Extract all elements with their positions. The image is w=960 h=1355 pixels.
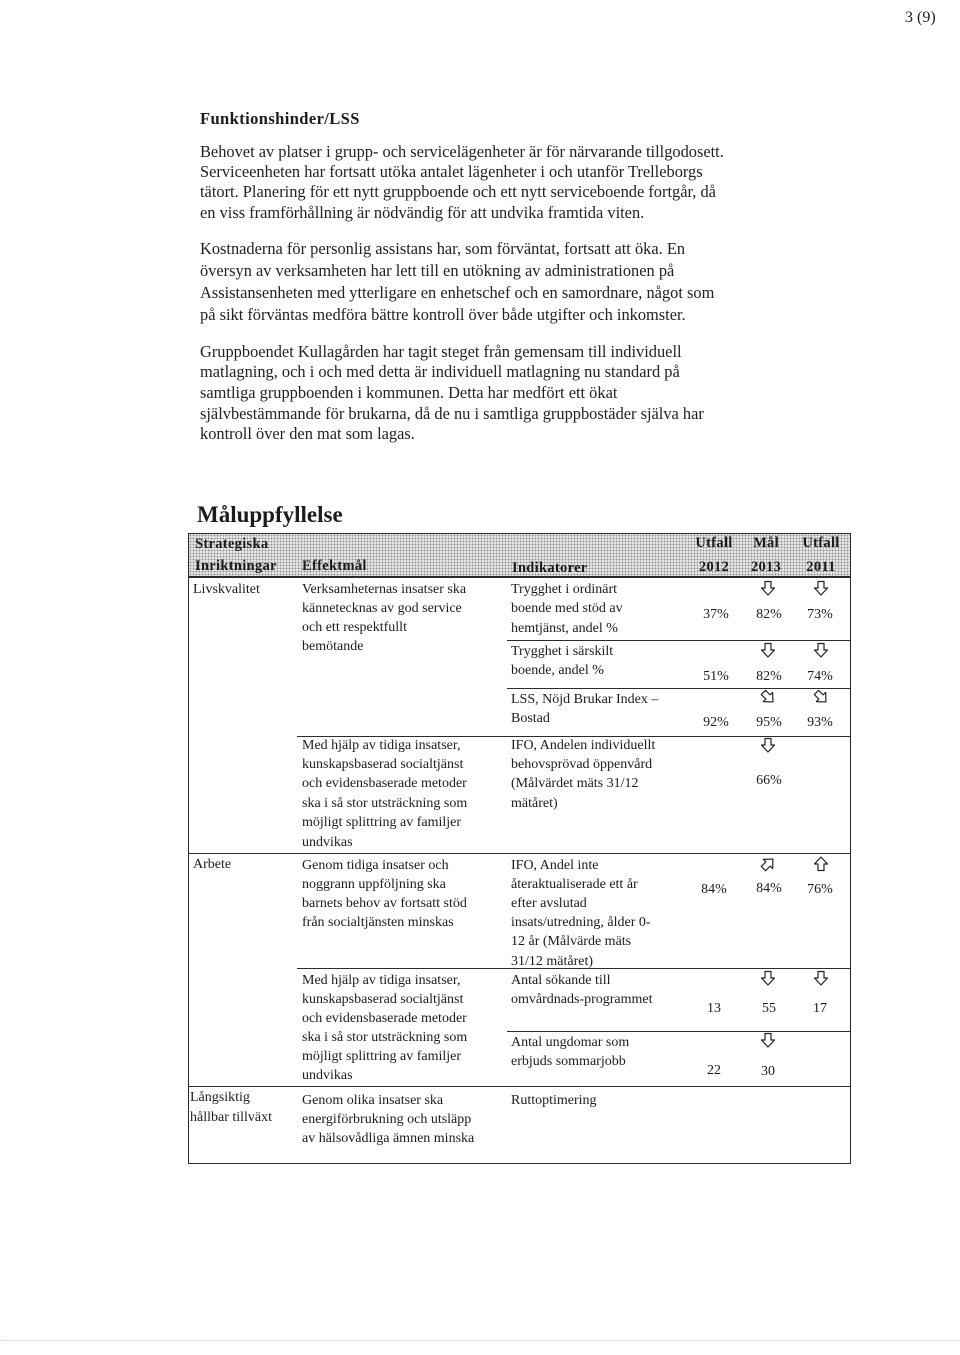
goal-2013-value: 66% (756, 772, 782, 788)
effect-goal-line: bemötande (302, 639, 364, 655)
effect-goal (302, 736, 467, 852)
effect-goal-line: noggrann uppföljning ska (302, 876, 446, 892)
paragraph-line: Behovet av platser i grupp- och servicelägenheter är för närvarande tillgodosett. (200, 141, 724, 161)
paragraph (200, 238, 714, 326)
indicator-line: mätåret) (511, 795, 558, 811)
outcome-2011-value: 73% (807, 606, 833, 622)
header-strategic (195, 533, 277, 577)
effect-goal-line: Genom tidiga insatser och (302, 857, 449, 873)
row-divider (188, 853, 851, 854)
table-border-bottom (188, 1163, 851, 1164)
table-border-right (850, 533, 851, 1164)
paragraph-line: en viss framförhållning är nödvändig för att undvika framtida viten. (200, 202, 645, 222)
effect-goal-line: undvikas (302, 834, 353, 850)
row-divider (188, 1086, 851, 1087)
header-outcome-2011 (795, 531, 847, 579)
indicator-line: Ruttoptimering (511, 1092, 597, 1108)
goals-heading: Måluppfyllelse (197, 502, 343, 527)
indicator-line: efter avslutad (511, 895, 587, 911)
page-number: 3 (9) (905, 9, 936, 26)
outcome-2011-value: 74% (807, 668, 833, 684)
goal-2013-value: 84% (756, 880, 782, 896)
effect-goal-line: kännetecknas av god service (302, 600, 462, 616)
header-line: 2012 (698, 559, 730, 575)
paragraph (200, 142, 724, 223)
effect-goal (302, 1091, 474, 1148)
area-label-line: Livskvalitet (193, 581, 260, 597)
header-effect-goal: Effektmål (302, 558, 367, 574)
area-label-line: hållbar tillväxt (190, 1110, 273, 1125)
effect-goal (302, 580, 466, 657)
goal-2013-value: 82% (756, 668, 782, 684)
indicator (511, 580, 623, 639)
paragraph-line: på sikt förväntas medföra bättre kontroll över både utgifter och inkomster. (200, 305, 686, 324)
effect-goal-line: Med hjälp av tidiga insatser, (302, 972, 461, 988)
outcome-2011-value: 17 (813, 1000, 827, 1016)
effect-goal-line: Verksamheternas insatser ska (302, 581, 467, 597)
paragraph-line: Gruppboendet Kullagården har tagit steget från gemensam till individuell (200, 341, 682, 361)
area-label-line: Arbete (193, 857, 232, 872)
effect-goal-line: möjligt splittring av familjer (302, 1048, 462, 1064)
section-heading: Funktionshinder/LSS (200, 109, 360, 128)
indicator (511, 971, 653, 1010)
indicator-line: omvårdnads-programmet (511, 992, 653, 1007)
effect-goal-line: och evidensbaserade metoder (302, 776, 467, 792)
effect-goal (302, 856, 467, 933)
indicator-line: behovsprövad öppenvård (511, 756, 653, 772)
outcome-2012-value: 37% (703, 606, 729, 622)
arrow-down-right-icon (757, 686, 780, 709)
arrow-down-icon (813, 580, 829, 596)
indicator-line: återaktualiserade ett år (511, 876, 638, 892)
paragraph-line: Assistansenheten med ytterligare en enhetschef och en samordnare, något som (200, 283, 715, 302)
effect-goal-line: energiförbrukning och utsläpp (302, 1111, 472, 1127)
arrow-down-icon (760, 737, 776, 753)
indicator-line: IFO, Andel inte (511, 857, 599, 873)
indicator-line: 31/12 mätåret) (511, 953, 594, 969)
table-border-left (188, 533, 189, 1164)
header-line: Utfall (802, 535, 840, 551)
indicator-line: LSS, Nöjd Brukar Index – (511, 691, 659, 707)
indicator-line: Antal sökande till (511, 972, 611, 988)
indicator-line: Bostad (511, 711, 550, 726)
header-line: Inriktningar (195, 558, 277, 574)
goal-2013-value: 82% (756, 606, 782, 622)
arrow-down-icon (760, 970, 776, 986)
indicator-line: IFO, Andelen individuellt (511, 737, 656, 753)
paragraph-line: matlagning, och i och med detta är individuell matlagning nu standard på (200, 362, 680, 382)
outcome-2011-value: 76% (807, 881, 833, 897)
outcome-2012-value: 22 (707, 1062, 721, 1078)
arrow-up-icon (813, 856, 829, 872)
outcome-2012-value: 13 (707, 1000, 721, 1016)
header-line: 2013 (750, 559, 782, 575)
indicator-line: hemtjänst, andel % (511, 620, 618, 636)
area-label (193, 855, 231, 874)
indicator-line: insats/utredning, ålder 0- (511, 915, 651, 931)
effect-goal-line: kunskapsbaserad socialtjänst (302, 756, 464, 772)
header-indicators: Indikatorer (512, 560, 588, 576)
effect-goal-line: och ett respektfullt (302, 620, 407, 636)
arrow-down-icon (813, 642, 829, 658)
goal-2013-value: 95% (756, 714, 782, 730)
arrow-down-icon (813, 970, 829, 986)
scan-edge-line (0, 1340, 960, 1341)
paragraph-line: samtliga gruppboenden i kommunen. Detta har medfört ett ökat (200, 382, 618, 402)
arrow-down-right-icon (810, 686, 833, 709)
outcome-2012-value: 84% (701, 881, 727, 897)
effect-goal-line: och evidensbaserade metoder (302, 1010, 467, 1026)
indicator-line: (Målvärdet mäts 31/12 (511, 776, 639, 792)
effect-goal-line: Genom olika insatser ska (302, 1092, 444, 1108)
indicator-line: Antal ungdomar som (511, 1034, 630, 1050)
goal-2013-value: 30 (761, 1063, 775, 1079)
paragraph-line: tätort. Planering för ett nytt gruppboende och ett nytt serviceboende fortgår, då (200, 182, 716, 202)
area-label-line: Långsiktig (190, 1090, 250, 1105)
indicator (511, 856, 651, 971)
header-outcome-2012 (688, 531, 740, 579)
effect-goal-line: kunskapsbaserad socialtjänst (302, 991, 464, 1007)
effect-goal-line: undvikas (302, 1067, 353, 1083)
paragraph-line: Kostnaderna för personlig assistans har, som förväntat, fortsatt att öka. En (200, 239, 686, 258)
indicator-line: boende, andel % (511, 663, 604, 678)
outcome-2012-value: 92% (703, 714, 729, 730)
indicator (511, 736, 655, 814)
arrow-down-icon (760, 1032, 776, 1048)
indicator-line: Trygghet i ordinärt (511, 581, 618, 597)
effect-goal (302, 971, 467, 1085)
header-line: Mål (753, 535, 779, 551)
indicator (511, 690, 658, 729)
paragraph-line: Serviceenheten har fortsatt utöka antalet lägenheter i och utanför Trelleborgs (200, 162, 703, 182)
effect-goal-line: från socialtjänsten minskas (302, 915, 454, 931)
indicator-line: boende med stöd av (511, 601, 623, 616)
header-line: Utfall (695, 535, 733, 551)
header-line: Strategiska (195, 536, 269, 552)
arrow-up-right-icon (757, 853, 780, 876)
indicator (511, 1033, 629, 1072)
effect-goal-line: ska i så stor utsträckning som (302, 795, 468, 811)
outcome-2011-value: 93% (807, 714, 833, 730)
effect-goal-line: barnets behov av fortsatt stöd (302, 895, 467, 911)
paragraph-line: självbestämmande för brukarna, då de nu i samtliga gruppbostäder själva har (200, 403, 704, 423)
indicator-line: 12 år (Målvärde mäts (511, 934, 632, 950)
effect-goal-line: möjligt splittring av familjer (302, 815, 462, 831)
paragraph (200, 342, 704, 446)
indicator-line: erbjuds sommarjobb (511, 1053, 626, 1069)
arrow-down-icon (760, 642, 776, 658)
indicator (511, 642, 613, 681)
effect-goal-line: ska i så stor utsträckning som (302, 1029, 468, 1045)
effect-goal-line: av hälsovådliga ämnen minska (302, 1130, 475, 1146)
indicator (511, 1091, 597, 1110)
paragraph-line: översyn av verksamheten har lett till en utökning av administrationen på (200, 261, 675, 280)
paragraph-line: kontroll över den mat som lagas. (200, 424, 415, 444)
outcome-2012-value: 51% (703, 668, 729, 684)
effect-goal-line: Med hjälp av tidiga insatser, (302, 737, 461, 753)
indicator-line: Trygghet i särskilt (511, 643, 614, 659)
area-label (193, 580, 260, 599)
arrow-down-icon (760, 580, 776, 596)
header-line: 2011 (806, 559, 836, 575)
header-goal-2013 (740, 531, 792, 579)
goal-2013-value: 55 (762, 1000, 776, 1016)
area-label (190, 1088, 272, 1128)
